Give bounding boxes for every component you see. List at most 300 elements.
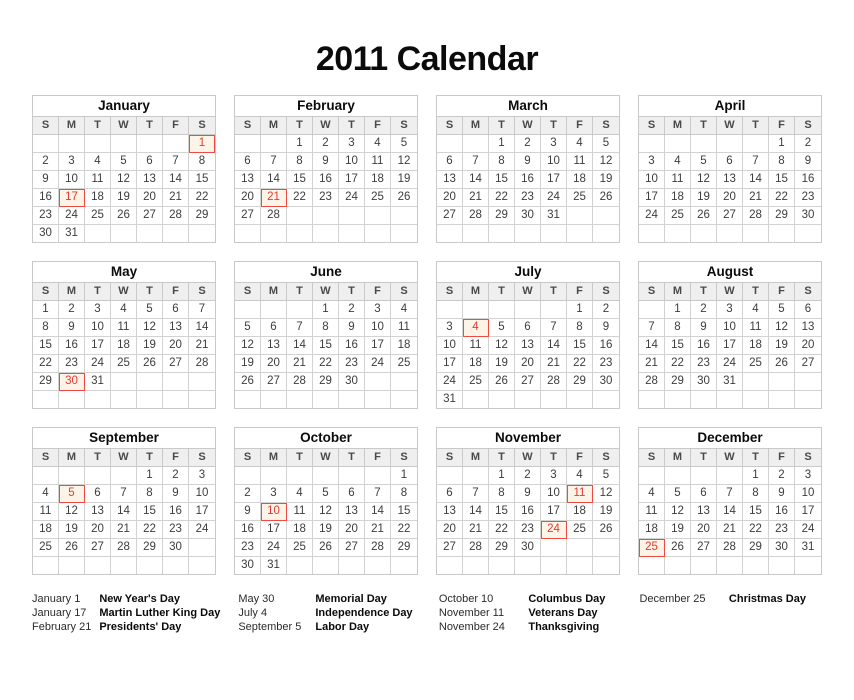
day-cell: 7: [717, 485, 743, 503]
day-cell: 20: [235, 189, 261, 207]
day-cell: 27: [235, 207, 261, 225]
day-cell: 5: [137, 301, 163, 319]
day-cell: [163, 225, 189, 242]
day-cell: [287, 391, 313, 408]
day-cell: 9: [691, 319, 717, 337]
day-cell: 28: [463, 207, 489, 225]
day-cell: 18: [391, 337, 417, 355]
day-cell: 6: [795, 301, 821, 319]
day-cell: 31: [717, 373, 743, 391]
week-row: [437, 225, 619, 242]
day-cell: 13: [85, 503, 111, 521]
day-cell: 3: [85, 301, 111, 319]
day-cell: 14: [463, 503, 489, 521]
day-cell: 12: [59, 503, 85, 521]
day-cell: [261, 467, 287, 485]
day-cell: 24: [639, 207, 665, 225]
day-cell: 13: [437, 503, 463, 521]
day-cell: 20: [691, 521, 717, 539]
day-cell: 23: [33, 207, 59, 225]
day-cell: 10: [59, 171, 85, 189]
day-of-week-header: [235, 449, 417, 467]
day-cell: 13: [137, 171, 163, 189]
day-of-week-cell: T: [691, 117, 717, 135]
month-november: [436, 427, 620, 575]
day-cell: 18: [743, 337, 769, 355]
day-cell: [639, 225, 665, 242]
day-of-week-cell: W: [717, 449, 743, 467]
day-cell: 26: [137, 355, 163, 373]
day-cell: 12: [137, 319, 163, 337]
day-cell: 16: [59, 337, 85, 355]
day-of-week-header: [235, 117, 417, 135]
day-cell: [339, 207, 365, 225]
day-cell: 15: [743, 503, 769, 521]
day-cell: 5: [593, 467, 619, 485]
day-cell: 6: [163, 301, 189, 319]
day-cell: 23: [59, 355, 85, 373]
day-cell: 5: [489, 319, 515, 337]
week-row: [235, 189, 417, 207]
day-cell: 7: [463, 153, 489, 171]
day-cell: 22: [313, 355, 339, 373]
day-cell: [235, 467, 261, 485]
day-cell: 8: [33, 319, 59, 337]
day-cell: 8: [769, 153, 795, 171]
day-of-week-cell: W: [515, 449, 541, 467]
day-cell: 3: [189, 467, 215, 485]
day-cell: 24: [85, 355, 111, 373]
day-of-week-cell: W: [313, 449, 339, 467]
day-of-week-cell: M: [665, 283, 691, 301]
day-cell: [137, 557, 163, 574]
day-of-week-cell: M: [463, 117, 489, 135]
day-cell: [261, 225, 287, 242]
day-cell: [111, 467, 137, 485]
legend-date: July 4: [238, 607, 268, 619]
week-row: [235, 225, 417, 242]
day-of-week-cell: W: [717, 117, 743, 135]
day-cell: [137, 391, 163, 408]
day-cell: 19: [111, 189, 137, 207]
day-cell: 21: [463, 189, 489, 207]
day-cell: 12: [665, 503, 691, 521]
day-cell: 20: [437, 521, 463, 539]
legend-entry: [439, 593, 622, 607]
day-cell: 7: [261, 153, 287, 171]
day-cell: 15: [489, 171, 515, 189]
week-row: [235, 373, 417, 391]
day-cell: 4: [287, 485, 313, 503]
day-of-week-cell: S: [33, 449, 59, 467]
day-cell: [717, 225, 743, 242]
day-of-week-cell: T: [743, 117, 769, 135]
day-cell: [365, 467, 391, 485]
day-cell: 16: [691, 337, 717, 355]
day-cell: [665, 225, 691, 242]
day-cell: 2: [313, 135, 339, 153]
day-cell: 6: [691, 485, 717, 503]
day-cell: 26: [769, 355, 795, 373]
day-cell: 25: [111, 355, 137, 373]
day-cell: [717, 391, 743, 408]
week-row: [235, 171, 417, 189]
day-cell: 25: [85, 207, 111, 225]
day-cell: 8: [287, 153, 313, 171]
day-of-week-cell: T: [489, 283, 515, 301]
day-cell: 22: [743, 521, 769, 539]
day-cell: [717, 135, 743, 153]
month-july: [436, 261, 620, 409]
legend-holiday-name: Independence Day: [315, 607, 413, 619]
day-cell: 11: [85, 171, 111, 189]
month-title: October: [235, 428, 417, 449]
day-of-week-cell: S: [639, 117, 665, 135]
legend-date: September 5: [238, 621, 302, 633]
day-cell: [489, 557, 515, 574]
day-cell: 4: [665, 153, 691, 171]
day-cell: 27: [85, 539, 111, 557]
day-cell: 9: [235, 503, 261, 521]
legend-entry: [439, 621, 622, 635]
day-cell: 26: [59, 539, 85, 557]
day-cell: 21: [163, 189, 189, 207]
day-cell: 26: [691, 207, 717, 225]
day-cell: [639, 467, 665, 485]
day-cell: 9: [313, 153, 339, 171]
day-cell: [189, 225, 215, 242]
week-row: [437, 485, 619, 503]
day-cell: 23: [593, 355, 619, 373]
day-cell: [567, 539, 593, 557]
day-of-week-cell: T: [287, 117, 313, 135]
day-cell: 22: [391, 521, 417, 539]
day-cell: 16: [593, 337, 619, 355]
day-cell: 7: [189, 301, 215, 319]
week-row: [235, 355, 417, 373]
day-cell: 25: [743, 355, 769, 373]
day-cell: 27: [717, 207, 743, 225]
day-cell: 30: [795, 207, 821, 225]
week-row: [437, 153, 619, 171]
day-cell: [391, 391, 417, 408]
day-cell: [463, 467, 489, 485]
day-cell: [795, 373, 821, 391]
week-row: [235, 319, 417, 337]
day-cell: 10: [189, 485, 215, 503]
day-cell: 25: [287, 539, 313, 557]
day-cell: 4: [639, 485, 665, 503]
legend-date: October 10: [438, 593, 494, 605]
day-cell: 10: [85, 319, 111, 337]
day-cell: [85, 391, 111, 408]
day-cell: 29: [567, 373, 593, 391]
day-cell: [85, 135, 111, 153]
week-row: [33, 467, 215, 485]
day-cell: [163, 135, 189, 153]
day-of-week-cell: S: [593, 117, 619, 135]
day-cell: [593, 207, 619, 225]
month-title: September: [33, 428, 215, 449]
week-row: [33, 557, 215, 574]
day-cell: [313, 467, 339, 485]
day-of-week-cell: F: [365, 449, 391, 467]
day-cell: 16: [515, 171, 541, 189]
day-of-week-cell: T: [339, 449, 365, 467]
day-cell: 22: [33, 355, 59, 373]
day-cell: 4: [567, 467, 593, 485]
day-cell: [593, 391, 619, 408]
day-of-week-cell: S: [593, 283, 619, 301]
day-cell: 2: [339, 301, 365, 319]
week-row: [437, 391, 619, 408]
week-row: [639, 467, 821, 485]
day-cell: 14: [717, 503, 743, 521]
day-cell: 16: [339, 337, 365, 355]
day-cell: 12: [593, 153, 619, 171]
day-of-week-cell: F: [769, 117, 795, 135]
day-cell: [163, 557, 189, 574]
day-cell: 10: [639, 171, 665, 189]
day-cell: 4: [85, 153, 111, 171]
day-cell: [639, 301, 665, 319]
day-cell: [691, 391, 717, 408]
day-cell: [391, 225, 417, 242]
day-cell: 11: [111, 319, 137, 337]
day-of-week-cell: W: [111, 449, 137, 467]
day-of-week-header: [639, 283, 821, 301]
day-cell: [313, 225, 339, 242]
day-of-week-cell: S: [235, 117, 261, 135]
day-cell: 21: [743, 189, 769, 207]
day-cell: [287, 557, 313, 574]
day-cell: 12: [691, 171, 717, 189]
day-cell: [541, 557, 567, 574]
day-of-week-cell: S: [391, 283, 417, 301]
day-of-week-cell: W: [313, 117, 339, 135]
day-cell: 28: [163, 207, 189, 225]
day-cell: [313, 557, 339, 574]
day-cell: 4: [567, 135, 593, 153]
day-cell: 12: [593, 485, 619, 503]
day-cell: 22: [567, 355, 593, 373]
day-cell: 17: [365, 337, 391, 355]
day-cell: 21: [189, 337, 215, 355]
day-cell: 6: [261, 319, 287, 337]
day-cell: 26: [593, 521, 619, 539]
day-cell: 23: [691, 355, 717, 373]
page-title: 2011 Calendar: [315, 40, 539, 78]
month-title: November: [437, 428, 619, 449]
legend-entry: [439, 607, 622, 621]
day-cell: 26: [489, 373, 515, 391]
week-row: [33, 337, 215, 355]
day-cell: 26: [593, 189, 619, 207]
day-cell: 5: [391, 135, 417, 153]
day-cell: [541, 301, 567, 319]
day-cell: 24: [339, 189, 365, 207]
week-row: [235, 557, 417, 574]
day-cell: [365, 373, 391, 391]
day-cell: 17: [85, 337, 111, 355]
day-cell: [691, 467, 717, 485]
day-cell: 30: [515, 207, 541, 225]
day-cell: [365, 391, 391, 408]
day-cell: 28: [639, 373, 665, 391]
day-cell: 9: [769, 485, 795, 503]
legend-column: [238, 593, 421, 635]
day-cell: [189, 373, 215, 391]
day-cell: 28: [189, 355, 215, 373]
month-title: December: [639, 428, 821, 449]
day-cell: [287, 207, 313, 225]
day-of-week-cell: F: [769, 283, 795, 301]
legend-date: November 11: [438, 607, 505, 619]
day-of-week-header: [639, 117, 821, 135]
day-cell: 2: [795, 135, 821, 153]
day-cell: 16: [313, 171, 339, 189]
day-cell: 24: [59, 207, 85, 225]
day-cell: 22: [769, 189, 795, 207]
day-cell: 30: [163, 539, 189, 557]
week-row: [639, 521, 821, 539]
day-cell: 13: [691, 503, 717, 521]
legend-holiday-name: Labor Day: [315, 621, 370, 633]
day-cell: 30: [339, 373, 365, 391]
day-of-week-cell: T: [743, 449, 769, 467]
day-of-week-cell: S: [391, 449, 417, 467]
day-cell: [489, 391, 515, 408]
day-of-week-header: [235, 283, 417, 301]
day-cell: [463, 225, 489, 242]
day-cell: 22: [189, 189, 215, 207]
day-cell: 25: [665, 207, 691, 225]
day-of-week-cell: T: [85, 449, 111, 467]
day-of-week-cell: W: [515, 283, 541, 301]
day-cell: [665, 467, 691, 485]
day-cell: 25: [33, 539, 59, 557]
day-of-week-cell: T: [85, 117, 111, 135]
day-of-week-cell: F: [769, 449, 795, 467]
day-cell: [33, 391, 59, 408]
day-cell: 7: [163, 153, 189, 171]
day-cell: 16: [33, 189, 59, 207]
week-row: [639, 373, 821, 391]
day-cell: 4: [111, 301, 137, 319]
day-of-week-cell: S: [33, 283, 59, 301]
day-cell: 9: [593, 319, 619, 337]
week-row: [437, 189, 619, 207]
day-cell: [137, 373, 163, 391]
day-cell: 6: [437, 153, 463, 171]
day-cell: 30: [769, 539, 795, 557]
week-row: [33, 521, 215, 539]
day-of-week-header: [33, 449, 215, 467]
day-cell: 21: [365, 521, 391, 539]
day-of-week-cell: T: [85, 283, 111, 301]
day-of-week-cell: M: [665, 449, 691, 467]
day-cell: 29: [313, 373, 339, 391]
legend-entry: [32, 621, 220, 635]
legend-entry: [32, 607, 220, 621]
week-row: [437, 467, 619, 485]
week-row: [639, 301, 821, 319]
day-cell: 26: [235, 373, 261, 391]
day-cell: 31: [85, 373, 111, 391]
day-cell: 13: [235, 171, 261, 189]
day-cell: 14: [111, 503, 137, 521]
day-of-week-cell: W: [111, 117, 137, 135]
week-row: [437, 171, 619, 189]
day-cell: 15: [189, 171, 215, 189]
day-of-week-cell: M: [665, 117, 691, 135]
day-of-week-cell: F: [163, 117, 189, 135]
week-row: [639, 171, 821, 189]
day-of-week-header: [437, 117, 619, 135]
day-cell: [743, 391, 769, 408]
day-cell: 11: [665, 171, 691, 189]
day-cell: 4: [391, 301, 417, 319]
month-august: [638, 261, 822, 409]
day-cell: [795, 391, 821, 408]
day-cell: 5: [665, 485, 691, 503]
week-row: [437, 135, 619, 153]
day-cell-highlighted: 25: [639, 539, 665, 557]
day-cell: 10: [717, 319, 743, 337]
day-cell: 10: [541, 153, 567, 171]
day-cell: 7: [287, 319, 313, 337]
month-january: [32, 95, 216, 243]
day-cell: 1: [567, 301, 593, 319]
day-cell: 6: [339, 485, 365, 503]
day-of-week-cell: S: [639, 283, 665, 301]
week-row: [437, 521, 619, 539]
day-cell: 2: [163, 467, 189, 485]
day-cell: [59, 391, 85, 408]
month-march: [436, 95, 620, 243]
week-row: [33, 171, 215, 189]
week-row: [639, 225, 821, 242]
day-cell: [59, 467, 85, 485]
day-cell: 25: [365, 189, 391, 207]
day-cell: [639, 557, 665, 574]
day-cell: 9: [33, 171, 59, 189]
day-cell: 29: [769, 207, 795, 225]
day-cell: 8: [189, 153, 215, 171]
month-title: August: [639, 262, 821, 283]
day-cell: 8: [665, 319, 691, 337]
day-cell: 15: [287, 171, 313, 189]
day-cell: 17: [339, 171, 365, 189]
day-cell: 8: [567, 319, 593, 337]
day-cell: 8: [313, 319, 339, 337]
day-cell: 18: [463, 355, 489, 373]
day-cell: 21: [111, 521, 137, 539]
day-cell: 20: [717, 189, 743, 207]
day-of-week-cell: F: [567, 117, 593, 135]
day-cell: 22: [665, 355, 691, 373]
day-cell: 9: [339, 319, 365, 337]
day-cell: 17: [189, 503, 215, 521]
day-of-week-cell: M: [59, 449, 85, 467]
day-cell: 12: [769, 319, 795, 337]
day-cell: [437, 135, 463, 153]
day-cell: 3: [339, 135, 365, 153]
day-cell: [85, 557, 111, 574]
day-cell: [287, 301, 313, 319]
month-june: [234, 261, 418, 409]
day-of-week-cell: T: [287, 449, 313, 467]
